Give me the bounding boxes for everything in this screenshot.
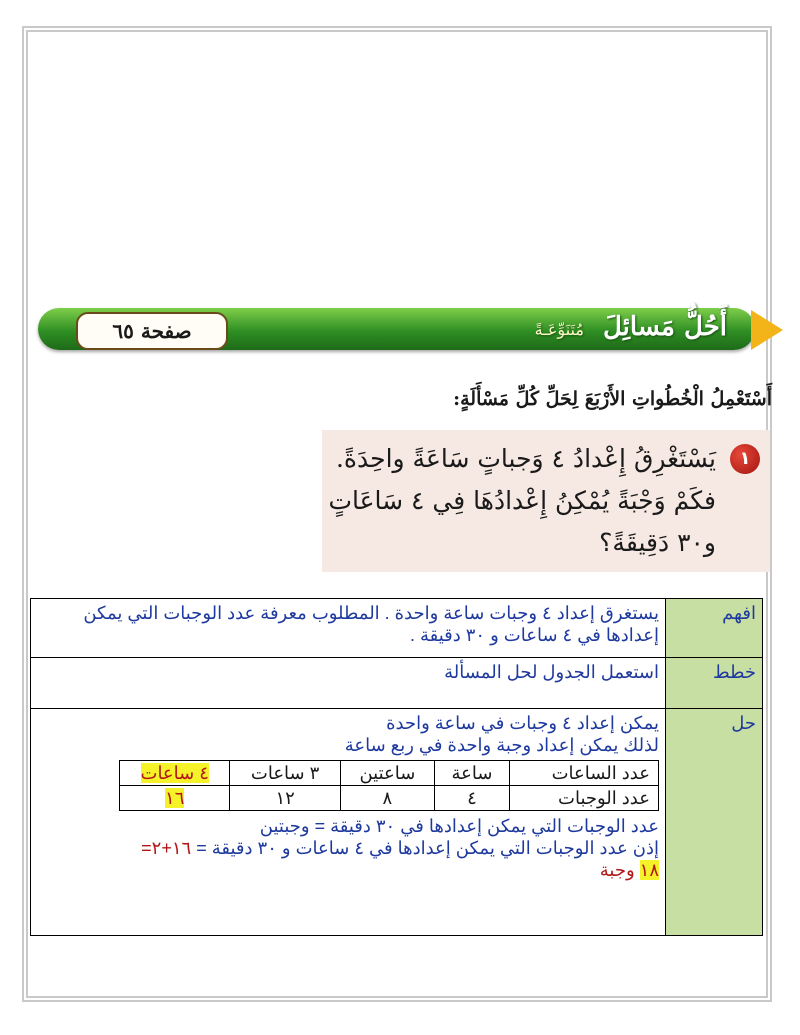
problem-box (322, 430, 770, 572)
meals-label: عدد الوجبات (509, 786, 658, 811)
hours-cell: ساعة (434, 761, 509, 786)
section-banner (30, 300, 785, 360)
row-understand (31, 599, 763, 658)
label-solve: حل (666, 709, 763, 936)
meals-cell: ٨ (340, 786, 434, 811)
hours-row (120, 761, 659, 786)
banner-title (535, 312, 727, 342)
hours-meals-table (119, 760, 659, 811)
banner-title-text: أَحُلُّ مَسائِلَ (602, 312, 727, 342)
banner-subtitle: مُتَنَوِّعَـةً (534, 320, 584, 339)
problem-line: يَسْتَغْرِقُ إِعْدادُ ٤ وَجباتٍ سَاعَةً واحِدَةً. (335, 444, 716, 473)
label-plan: خطط (666, 658, 763, 709)
highlight-text: ٤ ساعات (140, 763, 209, 783)
solve-line-3: عدد الوجبات التي يمكن إعدادها في ٣٠ دقيقة = وجبتين (259, 816, 659, 836)
row-plan (31, 658, 763, 709)
hours-cell: ٣ ساعات (230, 761, 340, 786)
arrow-icon (751, 310, 783, 350)
problem-number-badge: ١ (730, 444, 760, 474)
understand-text: يستغرق إعداد ٤ وجبات ساعة واحدة . المطلوب معرفة عدد الوجبات التي يمكن إعدادها في ٤ ساعات و ٣٠ دقيقة . (31, 599, 666, 658)
hours-label: عدد الساعات (509, 761, 658, 786)
solution-table (30, 598, 763, 936)
problem-text (328, 438, 716, 564)
hours-cell-highlight (120, 761, 230, 786)
problem-line: فكَمْ وَجْبَةً يُمْكِنُ إِعْدادُهَا فِي ٤ سَاعَاتٍ (328, 486, 716, 515)
meals-cell: ٤ (434, 786, 509, 811)
highlight-text: ١٦ (165, 788, 185, 808)
hours-meals-table-wrap (41, 760, 659, 811)
label-understand: افهم (666, 599, 763, 658)
meals-row (120, 786, 659, 811)
solve-line-1: يمكن إعداد ٤ وجبات في ساعة واحدة (386, 713, 659, 733)
hours-cell: ساعتين (340, 761, 434, 786)
answer-number: ١٨ (639, 860, 659, 880)
plan-text: استعمل الجدول لحل المسألة (31, 658, 666, 709)
meals-cell-highlight (120, 786, 230, 811)
instructions: أَسْتَعْمِلُ الْخُطُواتِ الأَرْبَعَ لِحَلِّ كُلِّ مَسْأَلَةٍ: (453, 388, 772, 410)
page-reference: صفحة ٦٥ (76, 312, 228, 350)
meals-cell: ١٢ (230, 786, 340, 811)
answer-word: وجبة (599, 860, 635, 880)
solve-line-2: لذلك يمكن إعداد وجبة واحدة في ربع ساعة (344, 735, 659, 755)
problem-line: و٣٠ دَقِيقَةً؟ (599, 528, 716, 557)
solve-line-4-text: إذن عدد الوجبات التي يمكن إعدادها في ٤ ساعات و ٣٠ دقيقة = (196, 838, 659, 858)
solve-line-4 (37, 837, 659, 859)
solve-content (31, 709, 666, 936)
row-solve (31, 709, 763, 936)
final-answer (37, 859, 659, 881)
solve-expression: ١٦+٢= (141, 838, 192, 858)
